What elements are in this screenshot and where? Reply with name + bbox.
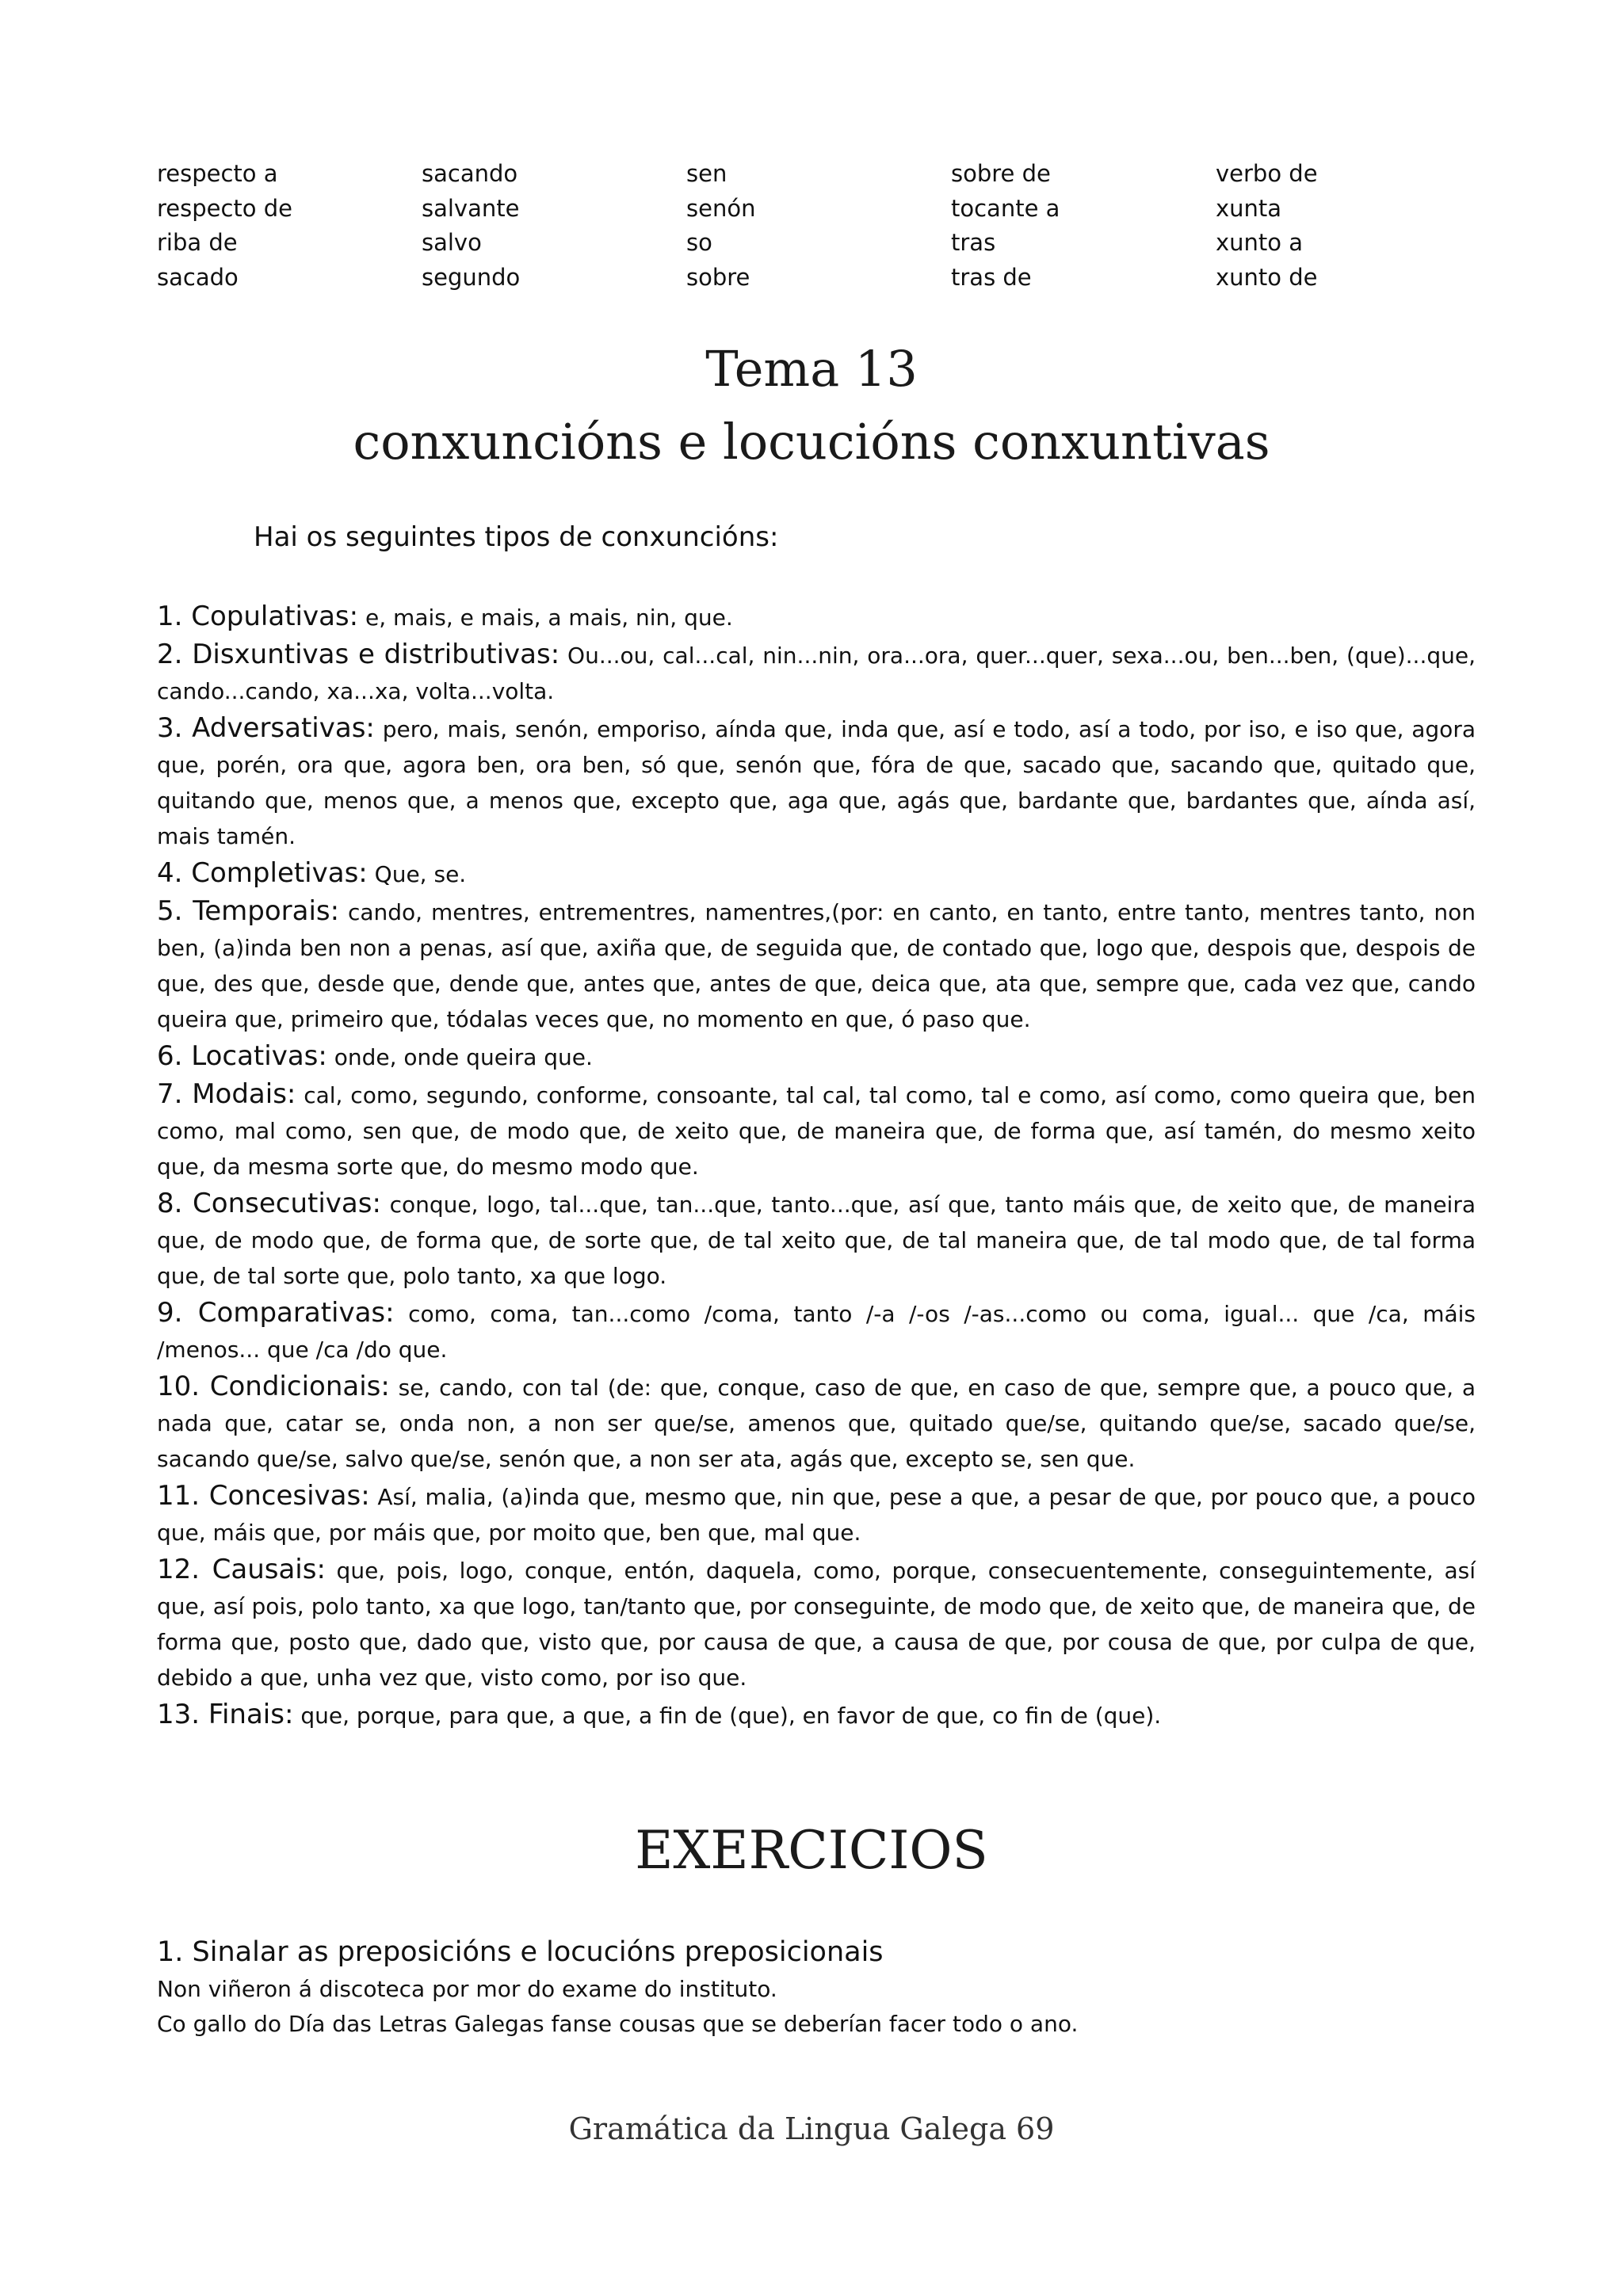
conjunction-type-heading: 1. Copulativas: bbox=[157, 601, 359, 632]
grid-word: tocante a bbox=[951, 194, 1060, 222]
grid-word: salvo bbox=[422, 229, 482, 256]
grid-word: so bbox=[686, 229, 712, 256]
conjunction-type-item bbox=[157, 1369, 1476, 1477]
conjunction-type-item bbox=[157, 599, 1476, 635]
conjunction-type-heading: 8. Consecutivas: bbox=[157, 1188, 381, 1219]
exercise-sentence: Non viñeron á discoteca por mor do exame do instituto. bbox=[157, 1976, 777, 2002]
exercises-title: EXERCICIOS bbox=[635, 1820, 988, 1881]
conjunction-type-examples: se, cando, con tal (de: que, conque, caso de que, en caso de que, sempre que, a pouco que, a nada que, catar se, onda non, a non ser que/se, amenos que, quitado que/se, quitando que/se, sacado que/se, sacando que/se, salvo que/se, senón que, a non ser ata, agás que, excepto se, sen que. bbox=[157, 1375, 1476, 1472]
conjunction-type-item bbox=[157, 894, 1476, 1037]
conjunction-type-item bbox=[157, 1039, 1476, 1075]
grid-word: segundo bbox=[422, 263, 521, 291]
theme-title: conxuncións e locucións conxuntivas bbox=[353, 413, 1270, 471]
grid-word: sobre de bbox=[951, 160, 1051, 187]
exercise-heading: 1. Sinalar as preposicións e locucións preposicionais bbox=[157, 1936, 884, 1968]
conjunction-type-item bbox=[157, 1552, 1476, 1695]
conjunction-type-item bbox=[157, 1697, 1476, 1733]
conjunction-type-heading: 9. Comparativas: bbox=[157, 1297, 395, 1329]
conjunction-type-examples: cando, mentres, entrementres, namentres,(por: en canto, en tanto, entre tanto, mentres tanto, non ben, (a)inda ben non a penas, así que, axiña que, de seguida que, de contado que, logo que, despois que, despois de que, des que, desde que, dende que, antes que, antes de que, deica que, ata que, sempre que, cada vez que, cando queira que, primeiro que, tódalas veces que, no momento en que, ó paso que. bbox=[157, 899, 1476, 1032]
conjunction-type-examples: como, coma, tan...como /coma, tanto /-a /-os /-as...como ou coma, igual... que /ca, máis /menos... que /ca /do que. bbox=[157, 1301, 1476, 1363]
conjunction-type-examples: que, porque, para que, a que, a fin de (que), en favor de que, co fin de (que). bbox=[293, 1703, 1162, 1729]
conjunction-type-examples: e, mais, e mais, a mais, nin, que. bbox=[358, 605, 733, 631]
conjunction-type-item bbox=[157, 711, 1476, 854]
grid-word: xunto de bbox=[1216, 263, 1318, 291]
grid-word: tras de bbox=[951, 263, 1032, 291]
grid-word: senón bbox=[686, 194, 756, 222]
conjunction-type-examples: que, pois, logo, conque, entón, daquela, como, porque, consecuentemente, conseguintemente, así que, así pois, polo tanto, xa que logo, tan/tanto que, por conseguinte, de modo que, de xeito que, de maneira que, de forma que, posto que, dado que, visto que, por causa de que, a causa de que, por cousa de que, por culpa de que, debido a que, unha vez que, visto como, por iso que. bbox=[157, 1558, 1476, 1691]
grid-word: verbo de bbox=[1216, 160, 1318, 187]
page-footer: Gramática da Lingua Galega 69 bbox=[568, 2111, 1055, 2146]
conjunction-type-item bbox=[157, 1478, 1476, 1550]
conjunction-type-examples: cal, como, segundo, conforme, consoante, tal cal, tal como, tal e como, así como, como queira que, ben como, mal como, sen que, de modo que, de xeito que, de maneira que, de forma que, así tamén, do mesmo xeito que, da mesma sorte que, do mesmo modo que. bbox=[157, 1082, 1476, 1180]
grid-word: salvante bbox=[422, 194, 520, 222]
conjunction-type-examples: onde, onde queira que. bbox=[327, 1044, 593, 1070]
intro-text: Hai os seguintes tipos de conxuncións: bbox=[254, 521, 779, 553]
conjunction-type-examples: Así, malia, (a)inda que, mesmo que, nin que, pese a que, a pesar de que, por pouco que, a pouco que, máis que, por máis que, por moito que, ben que, mal que. bbox=[157, 1484, 1476, 1546]
conjunction-type-heading: 2. Disxuntivas e distributivas: bbox=[157, 639, 560, 670]
conjunction-type-examples: Que, se. bbox=[367, 861, 467, 887]
grid-word: xunta bbox=[1216, 194, 1282, 222]
conjunction-type-heading: 6. Locativas: bbox=[157, 1040, 327, 1072]
conjunction-type-item bbox=[157, 1295, 1476, 1367]
conjunction-type-heading: 11. Concesivas: bbox=[157, 1480, 370, 1512]
grid-word: respecto a bbox=[157, 160, 278, 187]
conjunction-type-list bbox=[157, 599, 1476, 1735]
conjunction-type-heading: 12. Causais: bbox=[157, 1554, 326, 1585]
conjunction-type-item bbox=[157, 637, 1476, 709]
grid-word: xunto a bbox=[1216, 229, 1304, 256]
grid-word: respecto de bbox=[157, 194, 293, 222]
conjunction-type-examples: conque, logo, tal...que, tan...que, tanto...que, así que, tanto máis que, de xeito que, de maneira que, de modo que, de forma que, de sorte que, de tal xeito que, de tal maneira que, de tal modo que, de tal forma que, de tal sorte que, polo tanto, xa que logo. bbox=[157, 1192, 1476, 1289]
exercise-sentences bbox=[157, 1972, 1476, 2042]
grid-word: sacado bbox=[157, 263, 239, 291]
grid-word: sobre bbox=[686, 263, 750, 291]
grid-word: sen bbox=[686, 160, 727, 187]
exercise-sentence: Co gallo do Día das Letras Galegas fanse cousas que se deberían facer todo o ano. bbox=[157, 2011, 1079, 2037]
conjunction-type-heading: 3. Adversativas: bbox=[157, 712, 375, 744]
theme-number: Tema 13 bbox=[705, 340, 918, 398]
conjunction-type-heading: 5. Temporais: bbox=[157, 895, 340, 927]
conjunction-type-heading: 7. Modais: bbox=[157, 1078, 296, 1110]
conjunction-type-item bbox=[157, 1077, 1476, 1184]
grid-word: riba de bbox=[157, 229, 238, 256]
conjunction-type-heading: 13. Finais: bbox=[157, 1699, 294, 1730]
conjunction-type-examples: pero, mais, senón, emporiso, aínda que, inda que, así e todo, así a todo, por iso, e iso que, agora que, porén, ora que, agora ben, ora ben, só que, senón que, fóra de que, sacado que, sacando que, quitado que, quitando que, menos que, a menos que, excepto que, aga que, agás que, bardante que, bardantes que, aínda así, mais tamén. bbox=[157, 716, 1476, 849]
conjunction-type-heading: 4. Completivas: bbox=[157, 857, 368, 889]
conjunction-type-examples: Ou...ou, cal...cal, nin...nin, ora...ora, quer...quer, sexa...ou, ben...ben, (que)...que, cando...cando, xa...xa, volta...volta. bbox=[157, 643, 1476, 704]
conjunction-type-item bbox=[157, 856, 1476, 892]
preposition-word-grid bbox=[157, 157, 1504, 295]
conjunction-type-heading: 10. Condicionais: bbox=[157, 1371, 390, 1402]
grid-word: tras bbox=[951, 229, 996, 256]
grid-word: sacando bbox=[422, 160, 518, 187]
conjunction-type-item bbox=[157, 1186, 1476, 1294]
